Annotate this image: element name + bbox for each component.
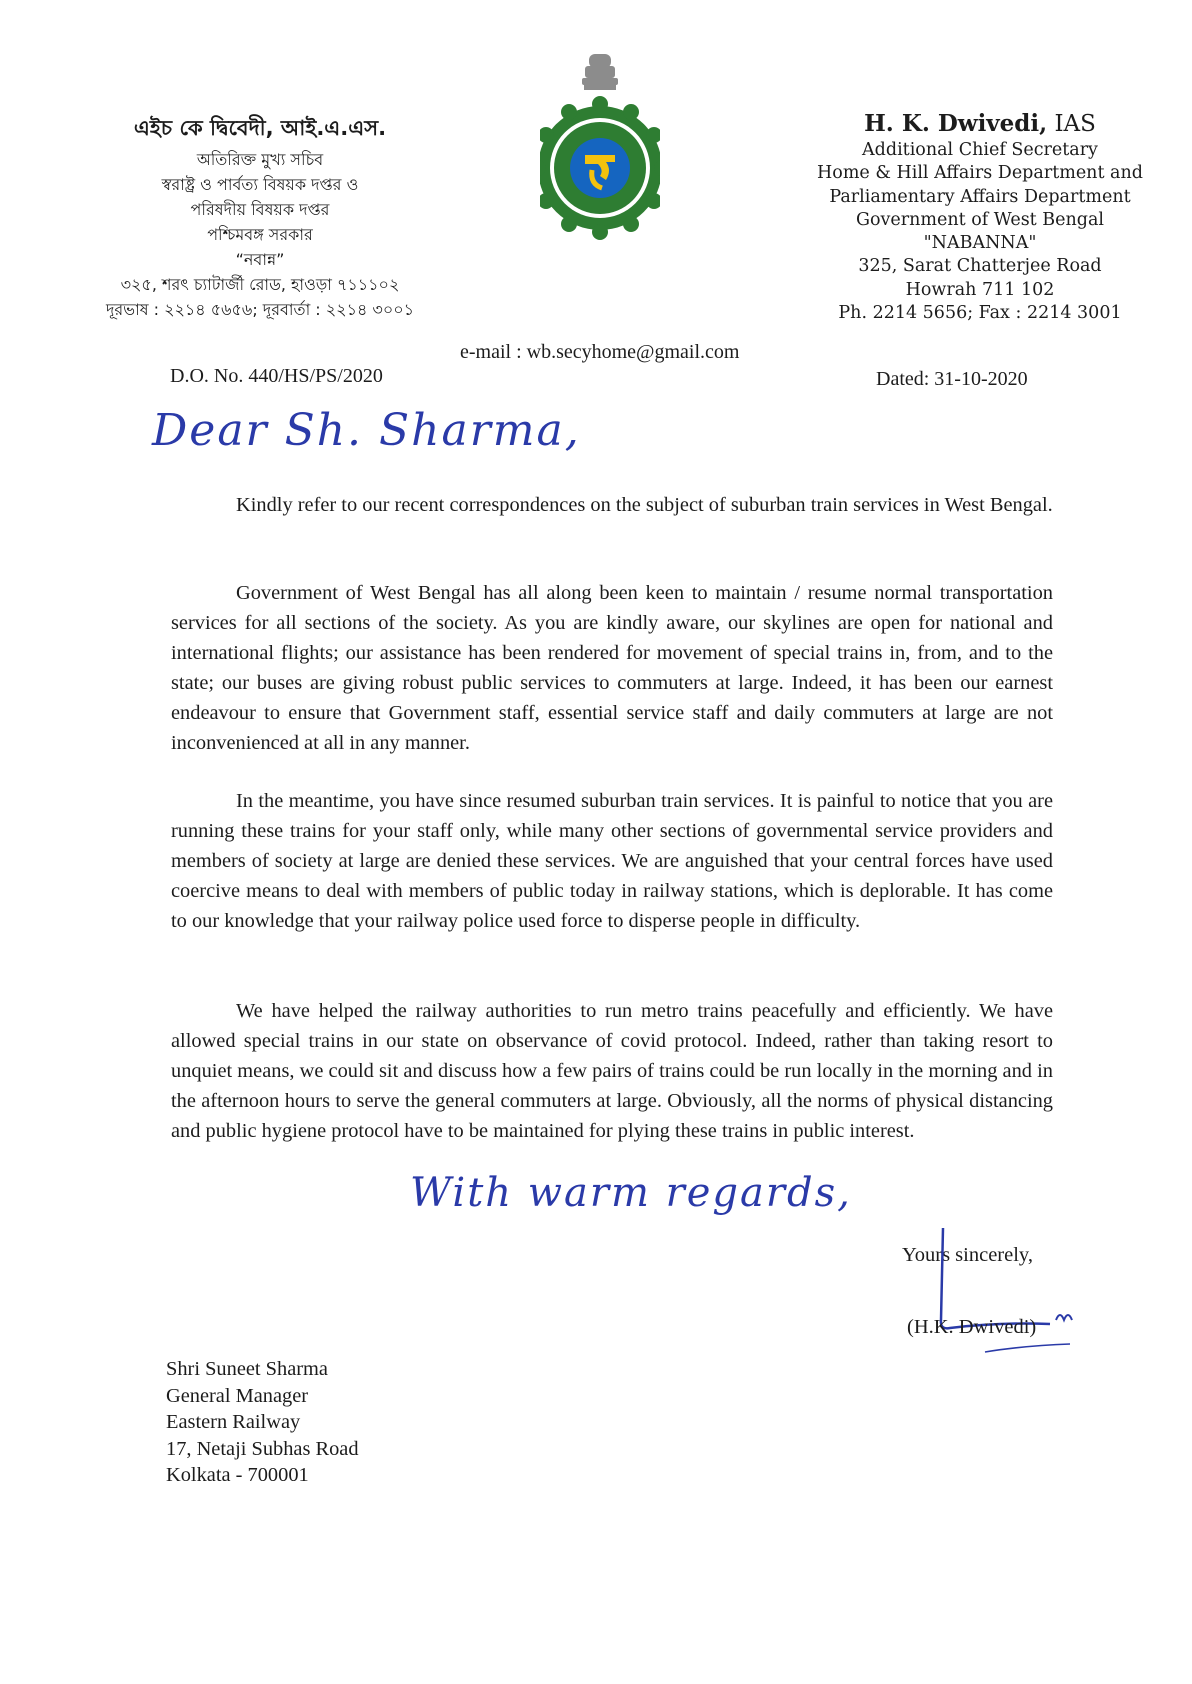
signatory-name: (H.K. Dwivedi) [907,1316,1037,1338]
bengali-header-line: ৩২৫, শরৎ চ্যাটার্জী রোড, হাওড়া ৭১১১০২ [120,275,400,294]
english-header-line: Howrah 711 102 [905,279,1055,300]
bengali-header-line: “নবান্ন” [235,250,285,269]
english-letterhead [790,110,1170,325]
state-seal-icon [540,96,660,240]
bengali-header-line: পরিষদীয় বিষয়ক দপ্তর [190,200,330,219]
bengali-header-line: স্বরাষ্ট্র ও পার্বত্য বিষয়ক দপ্তর ও [161,175,359,194]
recipient-line: Eastern Railway [166,1411,301,1433]
paragraph-2 [171,578,1053,758]
paragraph-1 [171,490,1053,520]
ashoka-emblem-icon [582,54,618,90]
recipient-line: 17, Netaji Subhas Road [166,1437,359,1460]
recipient-line: Shri Suneet Sharma [166,1358,328,1380]
recipient-address [166,1356,359,1489]
bengali-header-line: দূরভাষ : ২২১৪ ৫৬৫৬; দূরবার্তা : ২২১৪ ৩০০১ [105,300,415,319]
west-bengal-emblem [540,50,660,240]
recipient-line: General Manager [166,1384,309,1407]
english-header-line: Ph. 2214 5656; Fax : 2214 3001 [838,303,1122,324]
bengali-header-line: পশ্চিমবঙ্গ সরকার [207,225,313,244]
paragraph-text: We have helped the railway authorities to run metro trains peacefully and efficiently. We have allowed special trains in our state on observance of covid protocol. Indeed, rather than taking resort to unquiet means, we could sit and discuss how a few pairs of trains could be run locally in the morning and in the afternoon hours to serve the general commuters at large. Obviously, all the norms of physical distancing and public hygiene protocol have to be maintained for plying these trains in public interest. [171,1000,1053,1142]
english-header-line: "NABANNA" [923,233,1037,254]
officer-name [790,110,1170,137]
recipient-line: Kolkata - 700001 [166,1464,309,1486]
english-header-line: 325, Sarat Chatterjee Road [858,256,1102,277]
officer-suffix: IAS [1047,111,1096,137]
english-header-line: Home & Hill Affairs Department and [817,163,1143,184]
paragraph-4 [171,996,1053,1146]
signature-icon [900,1220,1090,1360]
english-header-line: Parliamentary Affairs Department [829,186,1131,207]
email-address: e-mail : wb.secyhome@gmail.com [460,341,740,363]
english-header-line: Additional Chief Secretary [862,140,1098,160]
officer-name-text: H. K. Dwivedi, [864,110,1048,137]
bengali-header-line: অতিরিক্ত মুখ্য সচিব [196,150,324,169]
bengali-officer-name: এইচ কে দ্বিবেদী, আই.এ.এস. [133,116,387,140]
paragraph-text: In the meantime, you have since resumed suburban train services. It is painful to notice that you are running these trains for your staff only, while many other sections of governmental service providers and members of society at large are denied these services. We are anguished that your central forces have used coercive means to deal with members of public today in railway stations, which is deplorable. It has come to our knowledge that your railway police used force to disperse people in difficulty. [171,790,1053,932]
paragraph-text: Government of West Bengal has all along been keen to maintain / resume normal transportation services for all sections of the society. As you are kindly aware, our skylines are open for national and international flights; our assistance has been rendered for movement of special trains in, from, and to the state; our buses are giving robust public services to commuters at large. Indeed, it has been our earnest endeavour to ensure that Government staff, essential service staff and daily commuters at large are not inconvenienced at all in any manner. [171,582,1053,754]
do-number: D.O. No. 440/HS/PS/2020 [170,365,383,387]
english-header-line: Government of West Bengal [856,209,1104,230]
paragraph-text: Kindly refer to our recent correspondences on the subject of suburban train services in West Bengal. [236,494,1053,516]
handwritten-salutation: Dear Sh. Sharma, [152,405,581,456]
letter-date: Dated: 31-10-2020 [876,368,1028,390]
handwritten-closing: With warm regards, [410,1170,852,1216]
bengali-letterhead [60,112,460,322]
closing-text: Yours sincerely, [902,1244,1033,1266]
paragraph-3 [171,786,1053,936]
